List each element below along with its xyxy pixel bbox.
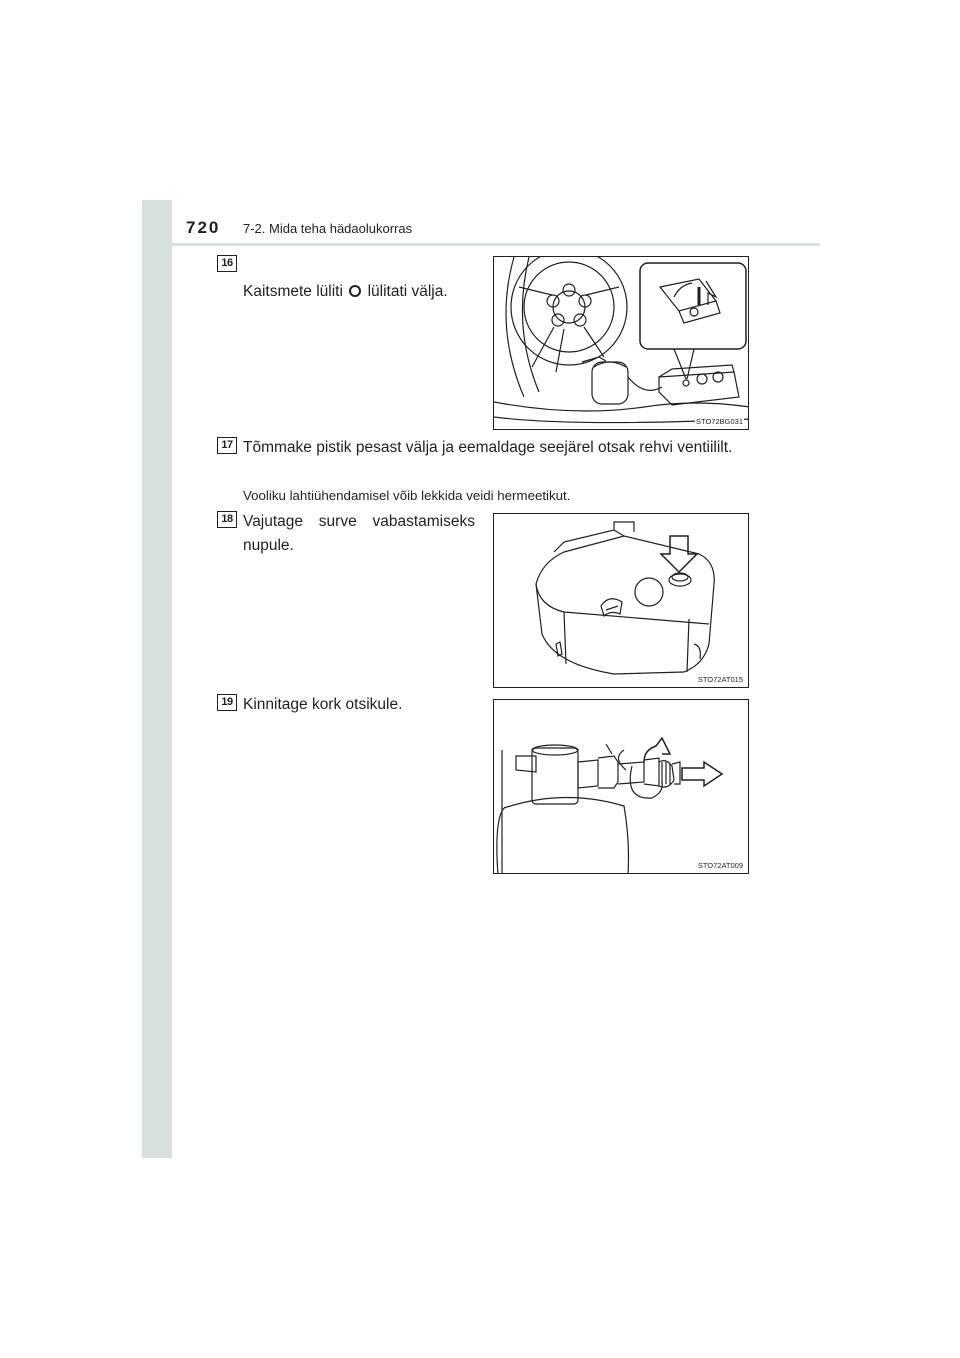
figure-code: STO72BG031	[696, 417, 743, 426]
step-18-text: Vajutage surve vabastamiseks nupule.	[243, 513, 475, 554]
side-tab-strip	[142, 200, 172, 1158]
step-17-note: Vooliku lahtiühendamisel võib lekkida veidi hermeetikut.	[243, 488, 571, 503]
step-16-text-before: Kaitsmete lüliti	[243, 283, 343, 300]
step-19-text: Kinnitage kork otsikule.	[243, 696, 403, 713]
section-title: 7-2. Mida teha hädaolukorras	[243, 221, 413, 236]
figure-code: STO72AT015	[697, 675, 743, 684]
step-16-text-after: lülitati välja.	[367, 283, 448, 300]
step-number-badge: 18	[217, 511, 237, 528]
cap-nozzle-illustration	[494, 700, 749, 874]
figure-pressure-release	[493, 513, 749, 688]
step-number-badge: 19	[217, 694, 237, 711]
figure-fuse-switch	[493, 256, 749, 430]
step-17-text: Tõmmake pistik pesast välja ja eemaldage seejärel otsak rehvi ventiililt.	[243, 439, 733, 456]
step-number-badge: 16	[217, 255, 237, 272]
header-rule	[172, 243, 820, 246]
compressor-button-illustration	[494, 514, 749, 688]
figure-code: STO72AT009	[697, 861, 743, 870]
figure-cap-nozzle	[493, 699, 749, 874]
page-number: 720	[186, 218, 221, 237]
off-symbol-icon	[349, 285, 361, 297]
step-16-text	[243, 280, 483, 304]
step-number-badge: 17	[217, 437, 237, 454]
wheel-compressor-illustration	[494, 257, 749, 430]
